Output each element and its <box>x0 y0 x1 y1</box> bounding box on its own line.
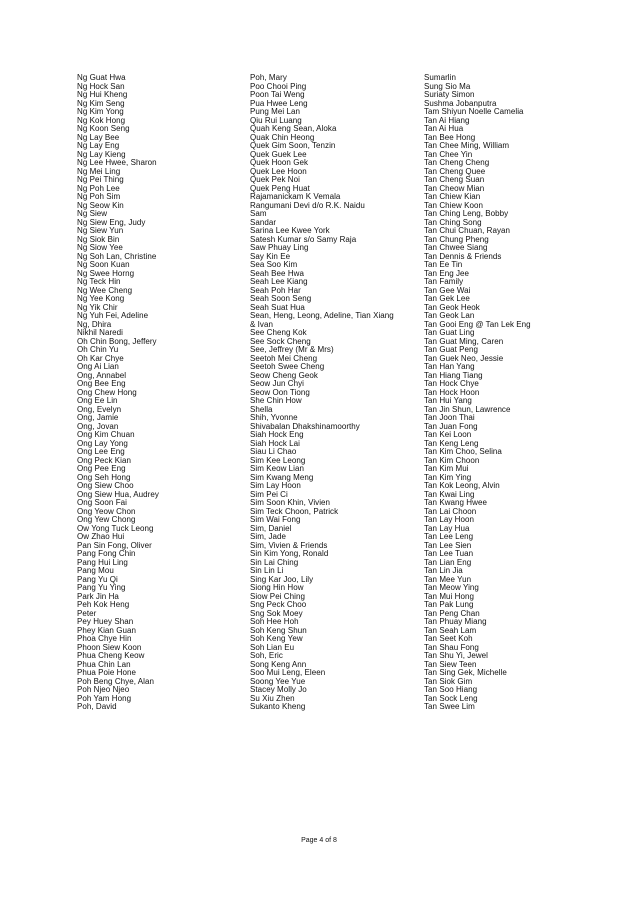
list-item: Sukanto Kheng <box>250 702 306 711</box>
list-item: Ng Siew <box>77 209 108 218</box>
list-item: Tan Chee Yin <box>424 149 473 159</box>
list-item: Ong, Evelyn <box>77 404 122 414</box>
list-item: Saw Phuay Ling <box>250 243 309 252</box>
list-item: Quek Pek Noi <box>250 175 300 184</box>
list-item: Ong Seh Hong <box>77 472 131 482</box>
list-item: Phua Poie Hone <box>77 668 136 677</box>
list-item: Shivabalan Dhakshinamoorthy <box>250 421 360 431</box>
list-item: Tan Siok Gim <box>424 676 473 686</box>
list-item: Tan Hui Yang <box>424 396 472 405</box>
list-item: Tan Seah Lam <box>424 625 477 635</box>
list-item: Ng Lee Hwee, Sharon <box>77 158 157 167</box>
list-item: Tan Kwang Hwee <box>424 498 487 507</box>
list-item: Suriaty Simon <box>424 90 475 99</box>
list-item: Phoon Siew Koon <box>77 642 142 652</box>
list-item: Tan Gooi Eng @ Tan Lek Eng <box>424 319 531 329</box>
list-item: Tan Kim Ying <box>424 472 472 482</box>
list-item: Siah Hock Eng <box>250 430 304 439</box>
list-item: Pey Huey Shan <box>77 617 134 626</box>
list-item: Poh, David <box>77 702 117 711</box>
list-item: Rajamanickam K Vemala <box>250 192 341 201</box>
list-item: Ng Hock San <box>77 81 125 91</box>
list-item: Sim Pei Ci <box>250 489 288 499</box>
list-item: Seetoh Swee Cheng <box>250 362 325 371</box>
list-item: Phua Cheng Keow <box>77 651 145 660</box>
list-item: Poh Njeo Njeo <box>77 685 130 694</box>
list-item: Shella <box>250 404 273 414</box>
list-item: Ong, Annabel <box>77 370 127 380</box>
list-item: Tan Cheng Quee <box>424 166 486 176</box>
list-item: Ng Soon Kuan <box>77 260 130 269</box>
list-item: Seah Lee Kiang <box>250 277 308 286</box>
list-item: Seah Soon Seng <box>250 294 312 303</box>
list-item: Tan Cheow Mian <box>424 183 485 193</box>
list-item: Tan Shu Yi, Jewel <box>424 651 488 660</box>
list-item: See Sock Cheng <box>250 336 311 346</box>
list-item: Tan Bee Hong <box>424 132 476 142</box>
list-item: Soh Lian Eu <box>250 642 295 652</box>
list-item: Ong Peck Kian <box>77 455 132 465</box>
list-item: Ng Yee Kong <box>77 294 125 303</box>
list-item: Tan Chwee Siang <box>424 243 488 252</box>
list-item: Pang Fong Chin <box>77 549 136 558</box>
list-item: Tan Sing Gek, Michelle <box>424 668 507 677</box>
list-item: Tan Lay Hoon <box>424 515 474 524</box>
list-item: Phua Chin Lan <box>77 659 131 669</box>
list-item: Park Jin Ha <box>77 591 119 601</box>
list-item: Quak Chin Heong <box>250 132 315 142</box>
list-item: Tan Kei Loon <box>424 430 472 439</box>
list-item: Su Xiu Zhen <box>250 693 295 703</box>
list-item: Tan Kok Leong, Alvin <box>424 481 500 490</box>
list-item: Ong Lay Yong <box>77 438 128 448</box>
list-item: Ong, Jamie <box>77 413 119 422</box>
list-item: Poh, Mary <box>250 73 287 82</box>
list-item: Ong, Jovan <box>77 421 119 431</box>
list-item: Ng Poh Sim <box>77 192 121 201</box>
list-item: Sim, Jade <box>250 532 287 541</box>
list-item: Seow Cheng Geok <box>250 370 318 380</box>
list-item: Ong Lee Eng <box>77 447 125 456</box>
list-item: Tan Meow Ying <box>424 583 479 592</box>
list-item: Tan Chiew Kian <box>424 192 481 201</box>
list-item: Tan Chee Ming, William <box>424 141 510 150</box>
page-number: Page 4 of 8 <box>301 837 337 844</box>
list-item: Tan Dennis & Friends <box>424 251 502 261</box>
list-item: Tan Hiang Tiang <box>424 370 483 380</box>
list-item: Ong Bee Eng <box>77 379 126 388</box>
list-item: Poh Yam Hong <box>77 693 132 703</box>
list-item: Pang Mou <box>77 566 114 575</box>
list-item: Tan Kim Mui <box>424 464 469 473</box>
list-item: Ong Yeow Chon <box>77 506 136 516</box>
list-item: Sin Kim Yong, Ronald <box>250 549 329 558</box>
list-item: Tan Chiew Koon <box>424 200 483 210</box>
list-item: Sim Soon Khin, Vivien <box>250 498 331 507</box>
list-item: Tan Guat Ling <box>424 328 475 337</box>
list-item: Ow Yong Tuck Leong <box>77 523 154 533</box>
list-item: Sing Kar Joo, Lily <box>250 574 314 584</box>
list-item: Quek Lee Hoon <box>250 166 307 176</box>
list-item: Sim Teck Choon, Patrick <box>250 506 339 516</box>
list-item: Quek Peng Huat <box>250 183 310 193</box>
list-item: Tan Han Yang <box>424 362 475 371</box>
list-item: Tan Ching Song <box>424 217 482 227</box>
list-item: Ong Kim Chuan <box>77 430 135 439</box>
list-item: Tan Mee Yun <box>424 574 472 584</box>
name-column-2 <box>250 74 394 712</box>
list-item: Satesh Kumar s/o Samy Raja <box>250 234 357 244</box>
list-item: Seah Suat Hua <box>250 302 305 312</box>
list-item: Sumarlin <box>424 73 456 82</box>
list-item: Phoa Chye Hin <box>77 634 132 643</box>
list-item: Ng Teck Hin <box>77 277 121 286</box>
list-item: Tan Guek Neo, Jessie <box>424 353 504 363</box>
list-item: Tan Ai Hua <box>424 124 464 133</box>
list-item: Tan Jin Shun, Lawrence <box>424 404 511 414</box>
list-item: Seow Jun Chyi <box>250 379 305 388</box>
list-item: Tan Lian Eng <box>424 557 472 567</box>
list-item: Tam Shiyun Noelle Camelia <box>424 107 524 116</box>
list-item: Seow Oon Tiong <box>250 387 310 397</box>
list-item: Sim Lay Hoon <box>250 481 301 490</box>
list-item: Tan Kim Choo, Selina <box>424 447 502 456</box>
list-item: Sarina Lee Kwee York <box>250 226 330 235</box>
list-item: Ng Yuh Fei, Adeline <box>77 311 149 320</box>
list-item: Pung Mei Lan <box>250 107 300 116</box>
list-item: Tan Lee Sien <box>424 540 472 550</box>
list-item: Oh Kar Chye <box>77 353 124 363</box>
list-item: Tan Lay Hua <box>424 523 470 533</box>
list-item: Tan Peng Chan <box>424 608 480 618</box>
list-item: Tan Gek Lee <box>424 294 470 303</box>
list-item: Ng Kim Seng <box>77 98 125 108</box>
list-item: Ng Swee Horng <box>77 268 135 278</box>
list-item: Ng Siew Yun <box>77 226 124 235</box>
list-item: Ng Siok Bin <box>77 234 120 244</box>
list-item: Ng Poh Lee <box>77 183 120 193</box>
list-item: Ong Chew Hong <box>77 387 137 397</box>
list-item: Peter <box>77 608 97 618</box>
list-item: Sin Lin Li <box>250 566 284 575</box>
list-item: Quek Gim Soon, Tenzin <box>250 141 336 150</box>
list-item: She Chin How <box>250 396 302 405</box>
list-item: Soh, Eric <box>250 651 283 660</box>
list-item: Ng Wee Cheng <box>77 285 133 295</box>
list-item: Pan Sin Fong, Oliver <box>77 540 152 550</box>
list-item: Ong Pee Eng <box>77 464 126 473</box>
list-item: Ng Lay Kieng <box>77 149 126 159</box>
list-item: Tan Eng Jee <box>424 268 470 278</box>
list-item: Sim Kee Leong <box>250 455 306 465</box>
list-item: Tan Cheng Cheng <box>424 158 490 167</box>
list-item: Poo Chooi Ping <box>250 81 307 91</box>
list-item: Ng Siow Yee <box>77 243 123 252</box>
list-item: Tan Gee Wai <box>424 285 471 295</box>
list-item: Tan Lee Leng <box>424 532 474 541</box>
list-item: Sean, Heng, Leong, Adeline, Tian Xiang <box>250 311 394 320</box>
list-item: Siow Pei Ching <box>250 591 305 601</box>
list-item: Seah Poh Har <box>250 285 301 295</box>
list-item: Ong Ai Lian <box>77 362 119 371</box>
list-item: Qiu Rui Luang <box>250 115 302 125</box>
list-item: Tan Guat Ming, Caren <box>424 336 504 346</box>
list-item: Ng Guat Hwa <box>77 73 126 82</box>
list-item: Sim Wai Fong <box>250 515 301 524</box>
list-item: Ng Koon Seng <box>77 124 130 133</box>
list-item: Ong Yew Chong <box>77 515 136 524</box>
list-item: & Ivan <box>250 319 273 329</box>
list-item: Tan Family <box>424 277 464 286</box>
list-item: Soh Hee Hoh <box>250 617 299 626</box>
list-item: Ng Seow Kin <box>77 200 124 210</box>
list-item: Tan Lai Choon <box>424 506 477 516</box>
list-item: Tan Ching Leng, Bobby <box>424 209 509 218</box>
list-item: Tan Soo Hiang <box>424 685 478 694</box>
list-item: Peh Kok Heng <box>77 600 130 609</box>
list-item: Tan Guat Peng <box>424 345 479 354</box>
list-item: Ong Soon Fai <box>77 498 127 507</box>
list-item: Shih, Yvonne <box>250 413 298 422</box>
list-item: Sushma Jobanputra <box>424 98 497 108</box>
list-item: Tan Geok Lan <box>424 311 475 320</box>
list-item: See Cheng Kok <box>250 328 307 337</box>
list-item: Tan Hock Chye <box>424 379 479 388</box>
list-item: Tan Keng Leng <box>424 438 479 448</box>
list-item: Pang Yu Qi <box>77 574 118 584</box>
list-item: Sim, Vivien & Friends <box>250 540 328 550</box>
list-item: Ng Hui Kheng <box>77 90 128 99</box>
list-item: Soh Keng Yew <box>250 634 303 643</box>
list-item: Say Kin Ee <box>250 251 291 261</box>
list-item: Ng Lay Eng <box>77 141 120 150</box>
list-item: Oh Chin Bong, Jeffery <box>77 336 157 346</box>
list-item: Tan Juan Fong <box>424 421 478 431</box>
list-item: Tan Chung Pheng <box>424 234 489 244</box>
list-item: Seah Bee Hwa <box>250 268 304 278</box>
list-item: Quek Guek Lee <box>250 149 307 159</box>
list-item: Tan Sock Leng <box>424 693 478 703</box>
list-item: Sung Sio Ma <box>424 81 471 91</box>
list-item: Tan Lee Tuan <box>424 549 474 558</box>
list-item: Siong Hin How <box>250 583 304 592</box>
list-item: Soo Mui Leng, Eleen <box>250 668 326 677</box>
list-item: Tan Phuay Miang <box>424 617 487 626</box>
list-item: Tan Lin Jia <box>424 566 463 575</box>
name-column-1 <box>77 74 159 712</box>
list-item: Song Keng Ann <box>250 659 307 669</box>
list-item: Tan Shau Fong <box>424 642 479 652</box>
list-item: Phey Kian Guan <box>77 625 136 635</box>
list-item: Tan Swee Lim <box>424 702 475 711</box>
list-item: Sam <box>250 209 267 218</box>
list-item: Siah Hock Lai <box>250 438 301 448</box>
list-item: Pang Yu Ying <box>77 583 126 592</box>
list-item: Sim Keow Lian <box>250 464 305 473</box>
list-item: Siau Li Chao <box>250 447 297 456</box>
list-item: Ng Soh Lan, Christine <box>77 251 157 261</box>
list-item: Stacey Molly Jo <box>250 685 307 694</box>
list-item: Ng Mei Ling <box>77 166 121 176</box>
list-item: Tan Kwai Ling <box>424 489 475 499</box>
list-item: Ng Kim Yong <box>77 107 124 116</box>
list-item: See, Jeffrey (Mr & Mrs) <box>250 345 334 354</box>
list-item: Ong Siew Choo <box>77 481 134 490</box>
list-item: Sng Sok Moey <box>250 608 303 618</box>
list-item: Tan Pak Lung <box>424 600 474 609</box>
list-item: Tan Joon Thai <box>424 413 475 422</box>
list-item: Ng Yik Chir <box>77 302 118 312</box>
list-item: Ng, Dhira <box>77 319 112 329</box>
list-item: Sim Kwang Meng <box>250 472 314 482</box>
list-item: Tan Chui Chuan, Rayan <box>424 226 510 235</box>
list-item: Ng Kok Hong <box>77 115 126 125</box>
list-item: Quah Keng Sean, Aloka <box>250 124 337 133</box>
list-item: Poh Beng Chye, Alan <box>77 676 155 686</box>
list-item: Poon Tai Weng <box>250 90 305 99</box>
list-item: Ow Zhao Hui <box>77 532 125 541</box>
list-item: Sandar <box>250 217 277 227</box>
list-item: Sng Peck Choo <box>250 600 307 609</box>
list-item: Ong Ee Lin <box>77 396 118 405</box>
list-item: Sim, Daniel <box>250 523 292 533</box>
list-item: Tan Hock Hoon <box>424 387 480 397</box>
list-item: Sin Lai Ching <box>250 557 299 567</box>
list-item: Tan Ee Tin <box>424 260 463 269</box>
list-item: Ng Lay Bee <box>77 132 120 142</box>
list-item: Ng Pei Thing <box>77 175 124 184</box>
list-item: Tan Geok Heok <box>424 302 480 312</box>
list-item: Tan Cheng Suan <box>424 175 485 184</box>
list-item: Tan Ai Hiang <box>424 115 470 125</box>
list-item: Tan Siew Teen <box>424 659 477 669</box>
list-item: Tan Mui Hong <box>424 591 474 601</box>
list-item: Soh Keng Shun <box>250 625 307 635</box>
list-item: Sea Soo Kim <box>250 260 298 269</box>
list-item: Quek Hoon Gek <box>250 158 309 167</box>
list-item: Pang Hui Ling <box>77 557 128 567</box>
list-item: Ong Siew Hua, Audrey <box>77 489 159 499</box>
list-item: Pua Hwee Leng <box>250 98 308 108</box>
list-item: Nikhil Naredi <box>77 328 123 337</box>
name-column-3 <box>424 74 531 712</box>
list-item: Rangumani Devi d/o R.K. Naidu <box>250 200 365 210</box>
list-item: Tan Kim Choon <box>424 455 480 465</box>
list-item: Seetoh Mei Cheng <box>250 353 318 363</box>
list-item: Oh Chin Yu <box>77 345 119 354</box>
list-item: Ng Siew Eng, Judy <box>77 217 146 227</box>
list-item: Soong Yee Yue <box>250 676 306 686</box>
list-item: Tan Seet Koh <box>424 634 473 643</box>
